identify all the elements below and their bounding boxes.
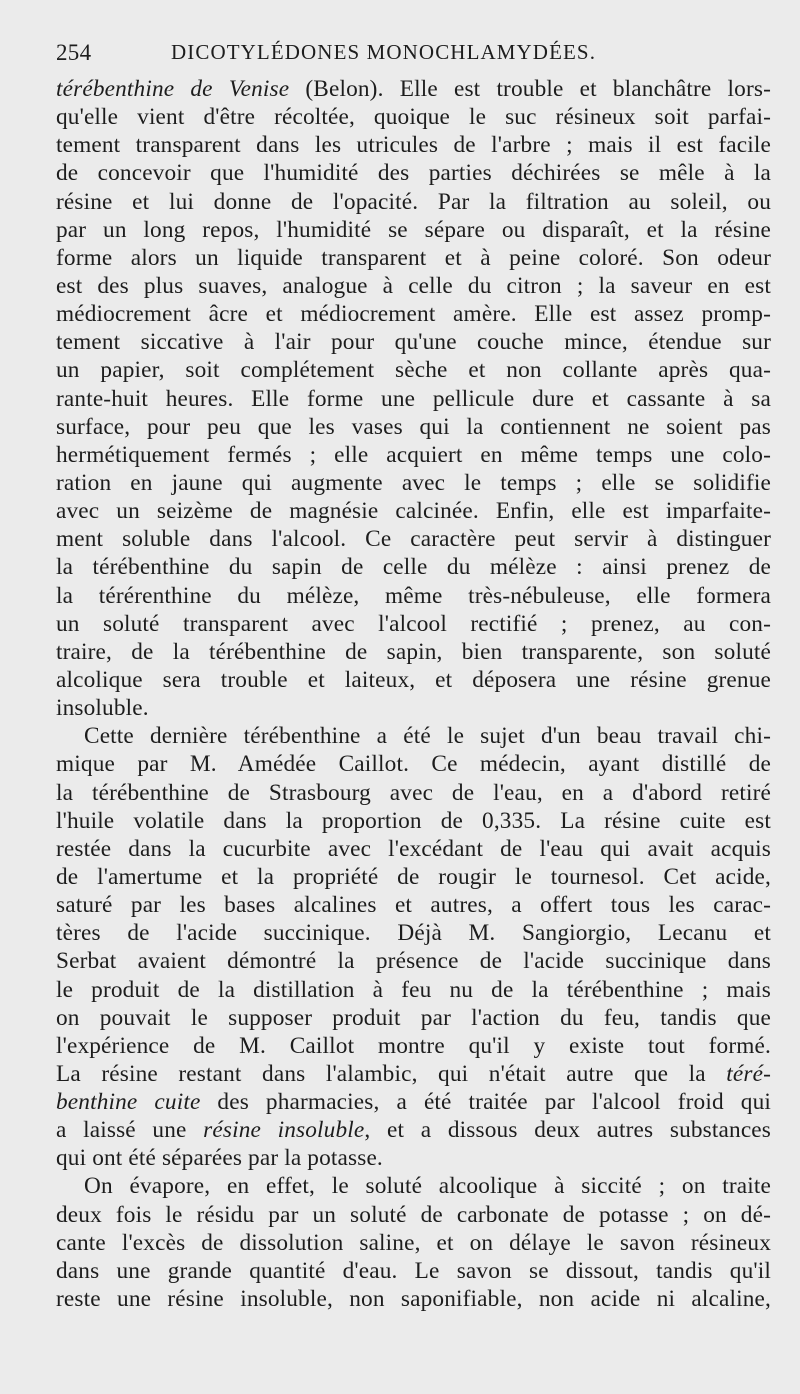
text-line <box>56 1257 771 1285</box>
text-line <box>56 891 771 919</box>
text-line <box>56 863 771 891</box>
text-line <box>56 413 771 441</box>
text-run: tement siccative à l'air pour qu'une couche mince, étendue sur <box>56 329 771 356</box>
running-head: DICOTYLÉDONES MONOCHLAMYDÉES. <box>171 40 597 64</box>
text-run: forme alors un liquide transparent et à peine coloré. Son odeur <box>56 244 771 271</box>
text-line <box>56 497 771 525</box>
text-line <box>56 919 771 947</box>
text-run: le produit de la distillation à feu nu de la térébenthine ; mais <box>56 976 771 1003</box>
text-line <box>56 1088 771 1116</box>
text-line <box>56 750 771 778</box>
text-line <box>56 159 771 187</box>
text-run: alcolique sera trouble et laiteux, et déposera une résine grenue <box>56 666 771 693</box>
text-line <box>56 385 771 413</box>
text-run: un soluté transparent avec l'alcool rectifié ; prenez, au con- <box>56 610 771 637</box>
text-line <box>56 779 771 807</box>
text-run: un papier, soit complétement sèche et non collante après qua- <box>56 357 771 384</box>
text-line <box>56 469 771 497</box>
text-run: résine et lui donne de l'opacité. Par la filtration au soleil, ou <box>56 188 771 215</box>
text-run: reste une résine insoluble, non saponifiable, non acide ni alcaline, <box>56 1286 771 1313</box>
text-line <box>56 356 771 384</box>
italic-text: téré- <box>726 1060 771 1087</box>
text-run: (Belon). Elle est trouble et blanchâtre lors- <box>289 76 771 102</box>
text-line <box>56 103 771 131</box>
text-line <box>56 1116 771 1144</box>
text-run: restée dans la cucurbite avec l'excédant de l'eau qui avait acquis <box>56 835 771 862</box>
text-line <box>56 553 771 581</box>
text-run: médiocrement âcre et médiocrement amère. Elle est assez promp- <box>56 301 771 328</box>
text-line <box>56 1201 771 1229</box>
text-line <box>56 694 771 722</box>
text-run: des pharmacies, a été traitée par l'alcool froid qui <box>200 1089 771 1116</box>
text-run: mique par M. Amédée Caillot. Ce médecin, ayant distillé de <box>56 751 771 778</box>
text-run: est des plus suaves, analogue à celle du citron ; la saveur en est <box>56 272 771 299</box>
text-line <box>56 582 771 610</box>
text-run: la térérenthine du mélèze, même très-nébuleuse, elle formera <box>56 582 771 609</box>
text-run: a laissé une <box>56 1117 204 1144</box>
text-line <box>56 947 771 975</box>
text-run: l'expérience de M. Caillot montre qu'il y existe tout formé. <box>56 1032 771 1059</box>
text-run: ment soluble dans l'alcool. Ce caractère peut servir à distinguer <box>56 526 771 553</box>
text-line <box>56 835 771 863</box>
text-line <box>56 1285 771 1313</box>
text-run: qu'elle vient d'être récoltée, quoique le suc résineux soit parfai- <box>56 104 771 131</box>
text-line <box>56 1144 771 1172</box>
text-line <box>56 1032 771 1060</box>
text-run: insoluble. <box>56 695 149 722</box>
text-line <box>56 1172 771 1200</box>
text-run: de concevoir que l'humidité des parties déchirées se mêle à la <box>56 160 771 187</box>
text-run: la térébenthine du sapin de celle du mélèze : ainsi prenez de <box>56 554 771 581</box>
text-run: La résine restant dans l'alambic, qui n'était autre que la <box>56 1060 727 1087</box>
text-line <box>56 666 771 694</box>
text-line <box>56 75 771 103</box>
text-run: la térébenthine de Strasbourg avec de l'eau, en a d'abord retiré <box>56 779 771 806</box>
text-run: dans une grande quantité d'eau. Le savon se dissout, tandis qu'il <box>56 1257 771 1284</box>
text-run: avec un seizème de magnésie calcinée. Enfin, elle est imparfaite- <box>56 498 771 525</box>
text-run: l'huile volatile dans la proportion de 0,335. La résine cuite est <box>56 807 771 834</box>
text-line <box>56 272 771 300</box>
italic-text: benthine cuite <box>56 1089 201 1116</box>
text-run: On évapore, en effet, le soluté alcoolique à siccité ; on traite <box>84 1173 771 1200</box>
text-run: ration en jaune qui augmente avec le temps ; elle se solidifie <box>56 469 771 496</box>
text-line <box>56 131 771 159</box>
text-line <box>56 244 771 272</box>
text-run: par un long repos, l'humidité se sépare ou disparaît, et la résine <box>56 216 771 243</box>
text-line <box>56 1229 771 1257</box>
text-run: Serbat avaient démontré la présence de l'acide succinique dans <box>56 948 771 975</box>
text-line <box>56 1060 771 1088</box>
text-line <box>56 525 771 553</box>
text-line <box>56 976 771 1004</box>
page-header <box>56 36 766 70</box>
text-run: deux fois le résidu par un soluté de carbonate de potasse ; on dé- <box>56 1201 771 1228</box>
text-run: on pouvait le supposer produit par l'action du feu, tandis que <box>56 1004 771 1031</box>
italic-text: térébenthine de Venise <box>56 76 290 102</box>
page-number: 254 <box>56 40 92 65</box>
text-line <box>56 300 771 328</box>
text-run: tement transparent dans les utricules de l'arbre ; mais il est facile <box>56 132 771 159</box>
text-run: surface, pour peu que les vases qui la contiennent ne soient pas <box>56 413 771 440</box>
text-run: qui ont été séparées par la potasse. <box>56 1145 383 1172</box>
text-line <box>56 638 771 666</box>
text-run: traire, de la térébenthine de sapin, bien transparente, son soluté <box>56 638 771 665</box>
text-run: de l'amertume et la propriété de rougir le tournesol. Cet acide, <box>56 863 771 890</box>
text-run: hermétiquement fermés ; elle acquiert en même temps une colo- <box>56 441 771 468</box>
text-line <box>56 441 771 469</box>
text-line <box>56 188 771 216</box>
text-run: cante l'excès de dissolution saline, et on délaye le savon résineux <box>56 1229 771 1256</box>
page-body-text <box>56 75 771 1313</box>
text-run: tères de l'acide succinique. Déjà M. Sangiorgio, Lecanu et <box>56 920 771 947</box>
text-run: saturé par les bases alcalines et autres, a offert tous les carac- <box>56 892 771 919</box>
text-run: rante-huit heures. Elle forme une pellicule dure et cassante à sa <box>56 385 771 412</box>
text-line <box>56 216 771 244</box>
text-line <box>56 722 771 750</box>
text-line <box>56 1004 771 1032</box>
text-run: Cette dernière térébenthine a été le sujet d'un beau travail chi- <box>84 723 771 750</box>
text-line <box>56 328 771 356</box>
text-line <box>56 610 771 638</box>
text-line <box>56 807 771 835</box>
italic-text: résine insoluble <box>203 1117 365 1144</box>
text-run: , et a dissous deux autres substances <box>364 1117 772 1144</box>
